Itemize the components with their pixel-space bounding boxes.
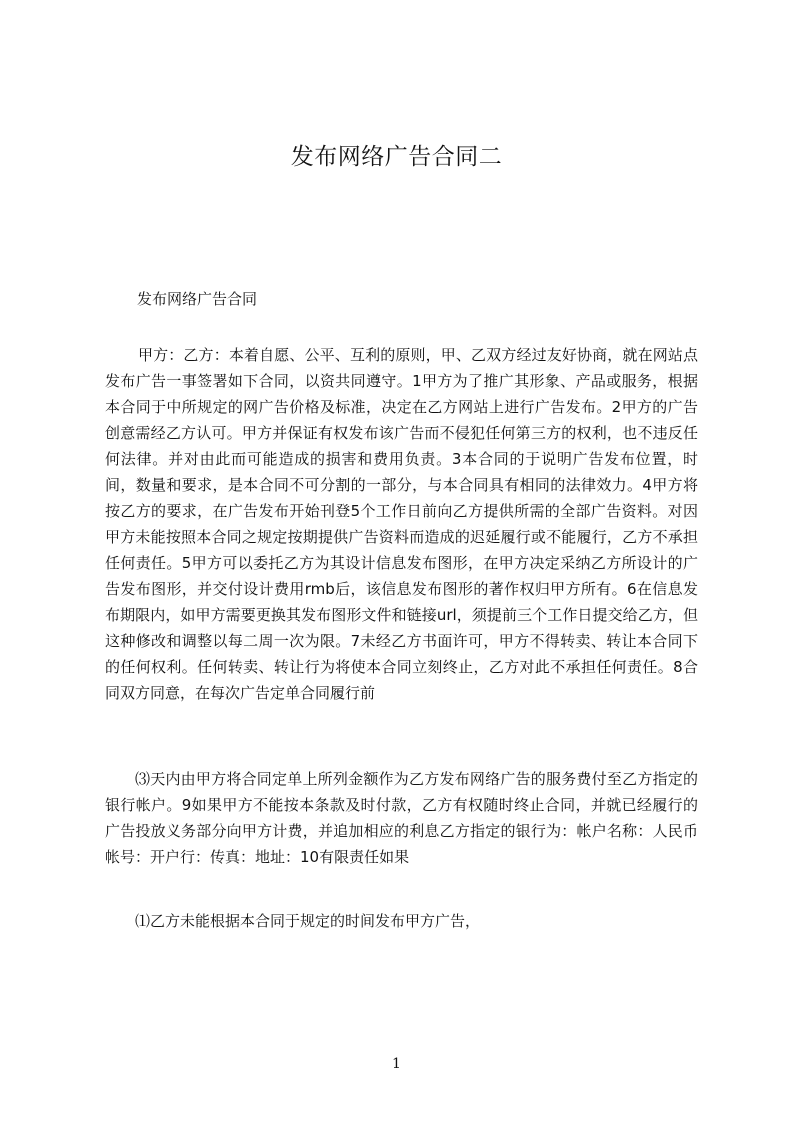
paragraph-liability: ⑴乙方未能根据本合同于规定的时间发布甲方广告， — [135, 912, 481, 930]
page-number: 1 — [392, 1056, 401, 1072]
paragraph-terms: 甲方：乙方：本着自愿、公平、互利的原则，甲、乙双方经过友好协商，就在网站点发布广告一事签署如下合同，以资共同遵守。1甲方为了推广其形象、产品或服务，根据本合同于中所规定的网广告价格及标准，决定在乙方网站上进行广告发布。2甲方的广告创意需经乙方认可。甲方并保证有权发布该广告而不侵犯任何第三方的权利，也不违反任何法律。并对由此而可能造成的损害和费用负责。3本合同的于说明广告发布位置，时间，数量和要求，是本合同不可分割的一部分，与本合同具有相同的法律效力。4甲方将按乙方的要求，在广告发布开始刊登5个工作日前向乙方提供所需的全部广告资料。对因甲方未能按照本合同之规定按期提供广告资料而造成的迟延履行或不能履行，乙方不承担任何责任。5甲方可以委托乙方为其设计信息发布图形，在甲方决定采纳乙方所设计的广告发布图形，并交付设计费用rmb后，该信息发布图形的著作权归甲方所有。6在信息发布期限内，如甲方需要更换其发布图形文件和链接url，须提前三个工作日提交给乙方，但这种修改和调整以每二周一次为限。7未经乙方书面许可，甲方不得转卖、转让本合同下的任何权利。任何转卖、转让行为将使本合同立刻终止，乙方对此不承担任何责任。8合同双方同意，在每次广告定单合同履行前 — [105, 346, 698, 702]
document-subtitle: 发布网络广告合同 — [137, 290, 258, 308]
paragraph-payment: ⑶天内由甲方将合同定单上所列金额作为乙方发布网络广告的服务费付至乙方指定的银行帐户。9如果甲方不能按本条款及时付款，乙方有权随时终止合同，并就已经履行的广告投放义务部分向甲方计费，并追加相应的利息乙方指定的银行为：帐户名称：人民币帐号：开户行：传真：地址：10有限责任如果 — [105, 770, 698, 866]
document-title: 发布网络广告合同二 — [290, 144, 503, 170]
